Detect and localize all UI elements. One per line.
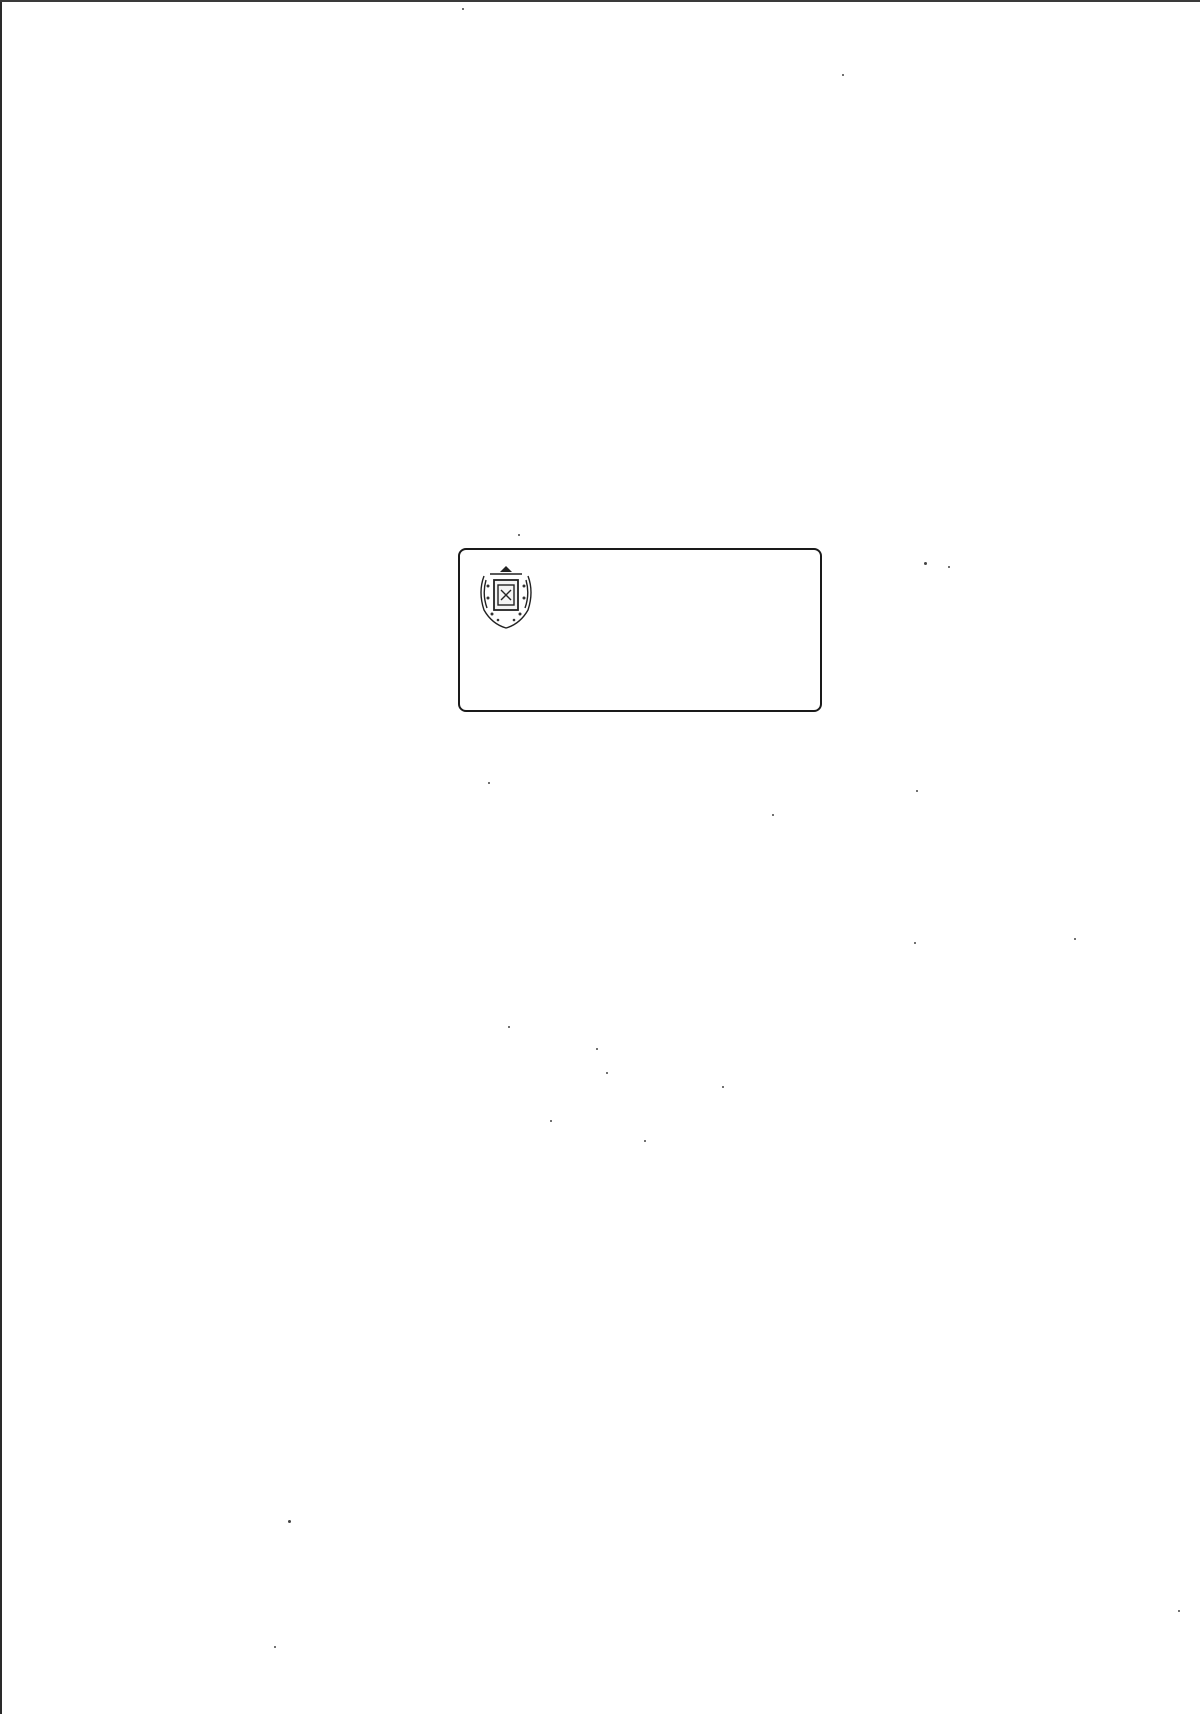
scan-speck bbox=[288, 1520, 291, 1523]
scan-speck bbox=[550, 1120, 552, 1122]
electronic-signature-stamp bbox=[458, 548, 822, 712]
scan-speck bbox=[914, 942, 916, 944]
scan-speck bbox=[948, 566, 950, 568]
scan-top-edge bbox=[0, 0, 1200, 2]
coat-of-arms-icon bbox=[476, 562, 536, 632]
scan-speck bbox=[842, 74, 844, 76]
scan-speck bbox=[508, 1026, 510, 1028]
scan-speck bbox=[644, 1140, 646, 1142]
scan-speck bbox=[924, 562, 927, 565]
scan-speck bbox=[488, 782, 490, 784]
scan-speck bbox=[916, 790, 918, 792]
scan-speck bbox=[274, 1646, 276, 1648]
signature-block bbox=[0, 548, 1200, 728]
scan-speck bbox=[596, 1048, 598, 1050]
scan-speck bbox=[1074, 938, 1076, 940]
scan-speck bbox=[518, 534, 520, 536]
scan-speck bbox=[606, 1072, 608, 1074]
scan-speck bbox=[772, 814, 774, 816]
scan-left-edge bbox=[0, 0, 2, 1714]
scan-speck bbox=[462, 8, 464, 10]
scan-speck bbox=[1178, 1610, 1180, 1612]
scan-speck bbox=[722, 1086, 724, 1088]
